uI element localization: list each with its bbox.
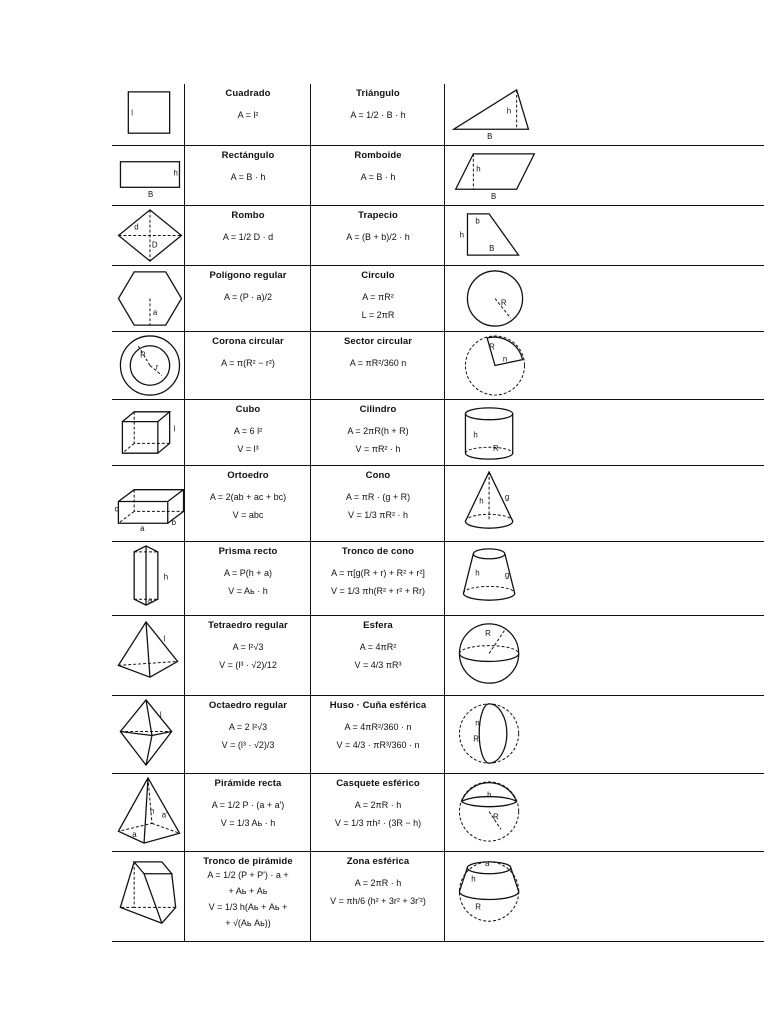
formula-line: A = 1/2 (P + P') · a + (207, 870, 289, 880)
shape-drawing (445, 616, 545, 695)
shape-drawing (445, 400, 545, 465)
left-figure (112, 852, 184, 941)
right-formula-cell (310, 146, 445, 205)
formula-line: A = π[g(R + r) + R² + r²] (331, 568, 425, 578)
right-formula-cell (310, 696, 445, 773)
formula-line: A = (P · a)/2 (223, 292, 273, 302)
right-figure (444, 616, 545, 695)
formula-line: A = B · h (360, 172, 396, 182)
shape-drawing (112, 84, 184, 145)
left-formula-cell (184, 616, 311, 695)
svg-text:R: R (500, 298, 507, 308)
left-figure (112, 542, 184, 615)
formula-line: A = 6 l² (233, 426, 263, 436)
shape-drawing (112, 146, 184, 205)
formula-line: A = (B + b)/2 · h (346, 232, 410, 242)
right-formula-cell (310, 616, 445, 695)
shape-title: Esfera (363, 620, 393, 631)
formula-sheet (112, 84, 764, 942)
formula-line: A = 2πR(h + R) (347, 426, 409, 436)
left-formula-cell (184, 774, 311, 851)
formula-line: V = (l³ · √2)/12 (219, 660, 277, 670)
left-formula-cell (184, 400, 311, 465)
svg-text:B: B (148, 190, 154, 200)
formula-line: A = 4πR²/360 · n (344, 722, 412, 732)
formula-line: V = 1/3 πh² · (3R − h) (334, 818, 422, 828)
shape-drawing (445, 146, 545, 205)
svg-text:r: r (155, 362, 159, 372)
shape-drawing (445, 466, 545, 541)
svg-text:R: R (489, 342, 495, 352)
shape-title: Tetraedro regular (208, 620, 288, 631)
formula-line: V = 1/3 πR² · h (348, 510, 408, 520)
formula-line: V = 1/3 πh(R² + r² + Rr) (331, 586, 425, 596)
right-formula-cell (310, 852, 445, 941)
svg-text:h: h (163, 572, 169, 582)
formula-line: A = P(h + a) (223, 568, 273, 578)
formula-row (112, 332, 764, 400)
formula-row (112, 146, 764, 206)
formula-row (112, 774, 764, 852)
left-figure (112, 266, 184, 331)
formula-line: A = l²√3 (232, 642, 264, 652)
formula-line: V = 4/3 πR³ (354, 660, 402, 670)
formula-line: V = Aь · h (228, 586, 268, 596)
formula-line: L = 2πR (361, 310, 395, 320)
shape-title: Triángulo (356, 88, 400, 99)
shape-title: Cuadrado (225, 88, 271, 99)
formula-line: A = 2 l²√3 (228, 722, 268, 732)
shape-title: Casquete esférico (336, 778, 420, 789)
formula-line: V = 1/3 Aь · h (220, 818, 276, 828)
svg-text:B: B (491, 192, 497, 202)
right-figure (444, 696, 545, 773)
svg-text:h: h (471, 874, 476, 884)
shape-title: Cubo (235, 404, 261, 415)
right-figure (444, 266, 545, 331)
svg-text:l: l (173, 424, 176, 434)
right-formula-cell (310, 400, 445, 465)
fig-label: l (131, 108, 134, 118)
formula-line: A = B · h (230, 172, 266, 182)
shape-drawing (112, 266, 184, 331)
svg-text:h: h (149, 806, 155, 816)
shape-title: Cono (365, 470, 391, 481)
formula-line: A = πR²/360 n (349, 358, 407, 368)
shape-drawing (445, 542, 545, 615)
svg-text:n: n (475, 718, 480, 728)
formula-row (112, 206, 764, 266)
formula-line: A = 2πR · h (354, 878, 402, 888)
svg-text:a: a (152, 308, 158, 318)
shape-drawing (445, 266, 545, 331)
shape-drawing (445, 332, 545, 399)
formula-row (112, 852, 764, 942)
svg-text:h: h (506, 106, 512, 116)
shape-title: Circulo (361, 270, 395, 281)
left-figure (112, 332, 184, 399)
left-formula-cell (184, 206, 311, 265)
formula-row (112, 616, 764, 696)
shape-title: Rectángulo (221, 150, 275, 161)
svg-text:g: g (504, 570, 510, 580)
svg-text:R: R (140, 350, 146, 360)
svg-text:h: h (479, 496, 484, 506)
formula-line: A = 2(ab + ac + bc) (209, 492, 287, 502)
shape-drawing (445, 84, 545, 145)
svg-text:R: R (485, 628, 491, 638)
shape-drawing (445, 696, 545, 773)
svg-text:h: h (459, 230, 464, 240)
left-formula-cell (184, 146, 311, 205)
formula-row (112, 400, 764, 466)
left-figure (112, 696, 184, 773)
svg-text:h: h (173, 168, 178, 178)
shape-title: Pirámide recta (214, 778, 282, 789)
svg-text:g: g (504, 492, 510, 502)
formula-line: A = πR · (g + R) (345, 492, 411, 502)
svg-text:a: a (485, 858, 490, 868)
shape-drawing (112, 852, 184, 941)
left-figure (112, 206, 184, 265)
shape-title: Prisma recto (218, 546, 278, 557)
formula-line: + √(Aь Aь)) (225, 918, 271, 928)
right-figure (444, 542, 545, 615)
svg-text:D: D (151, 240, 158, 250)
shape-title: Sector circular (343, 336, 413, 347)
formula-line: A = 1/2 P · (a + a') (211, 800, 285, 810)
left-figure (112, 146, 184, 205)
svg-text:h: h (476, 164, 481, 174)
formula-line: V = 1/3 h(Aь + Aь + (208, 902, 288, 912)
left-figure (112, 400, 184, 465)
svg-text:B: B (489, 244, 495, 254)
right-figure (444, 332, 545, 399)
left-formula-cell (184, 84, 311, 145)
formula-line: A = 1/2 · B · h (350, 110, 406, 120)
right-figure (444, 774, 545, 851)
formula-row (112, 466, 764, 542)
shape-title: Tronco de cono (341, 546, 415, 557)
svg-text:a: a (132, 830, 137, 840)
left-figure (112, 616, 184, 695)
svg-text:a: a (140, 524, 145, 534)
shape-drawing (112, 616, 184, 695)
left-formula-cell (184, 852, 311, 941)
right-formula-cell (310, 206, 445, 265)
formula-line: A = π(R² − r²) (221, 358, 275, 368)
left-formula-cell (184, 466, 311, 541)
shape-title: Polígono regular (209, 270, 287, 281)
svg-text:b: b (475, 216, 480, 226)
svg-text:a': a' (161, 810, 168, 820)
formula-row (112, 696, 764, 774)
svg-text:d: d (134, 222, 139, 232)
right-figure (444, 206, 545, 265)
right-figure (444, 466, 545, 541)
shape-drawing (112, 774, 184, 851)
formula-line: V = abc (232, 510, 264, 520)
svg-text:n: n (502, 354, 508, 364)
right-formula-cell (310, 266, 445, 331)
formula-row (112, 84, 764, 146)
shape-drawing (112, 466, 184, 541)
svg-text:R: R (475, 902, 481, 912)
left-formula-cell (184, 332, 311, 399)
right-formula-cell (310, 84, 445, 145)
svg-text:R: R (473, 734, 479, 744)
left-figure (112, 84, 184, 145)
shape-drawing (445, 852, 545, 941)
shape-drawing (112, 542, 184, 615)
right-formula-cell (310, 466, 445, 541)
svg-text:l: l (159, 710, 162, 720)
shape-title: Cilindro (359, 404, 397, 415)
formula-line: A = πR² (362, 292, 394, 302)
shape-drawing (112, 332, 184, 399)
shape-title: Octaedro regular (208, 700, 288, 711)
shape-drawing (112, 206, 184, 265)
right-formula-cell (310, 774, 445, 851)
shape-title: Corona circular (212, 336, 284, 347)
svg-text:b: b (171, 518, 177, 528)
formula-line: V = 4/3 · πR³/360 · n (336, 740, 420, 750)
svg-text:h: h (475, 568, 480, 578)
svg-text:R: R (493, 444, 499, 454)
svg-text:R: R (493, 812, 499, 822)
svg-text:B: B (487, 132, 493, 142)
shape-title: Huso · Cuña esférica (329, 700, 427, 711)
shape-drawing (445, 206, 545, 265)
svg-text:h: h (487, 790, 492, 800)
left-figure (112, 774, 184, 851)
svg-text:a: a (148, 596, 153, 606)
right-figure (444, 146, 545, 205)
formula-line: V = l³ (237, 444, 259, 454)
formula-line: A = 4πR² (359, 642, 397, 652)
shape-title: Trapecio (358, 210, 398, 221)
left-formula-cell (184, 266, 311, 331)
formula-line: + Aь + Aь (228, 886, 268, 896)
right-figure (444, 852, 545, 941)
formula-line: V = (l³ · √2)/3 (221, 740, 275, 750)
right-figure (444, 400, 545, 465)
formula-row (112, 542, 764, 616)
formula-line: V = πh/6 (h² + 3r² + 3r'²) (330, 896, 426, 906)
shape-title: Ortoedro (227, 470, 269, 481)
shape-title: Zona esférica (346, 856, 410, 867)
shape-drawing (445, 774, 545, 851)
formula-line: A = 1/2 D · d (222, 232, 274, 242)
formula-line: A = 2πR · h (354, 800, 402, 810)
left-figure (112, 466, 184, 541)
shape-title: Romboide (354, 150, 402, 161)
svg-text:l: l (163, 634, 166, 644)
right-figure (444, 84, 545, 145)
left-formula-cell (184, 542, 311, 615)
left-formula-cell (184, 696, 311, 773)
shape-title: Rombo (231, 210, 265, 221)
formula-line: A = l² (237, 110, 259, 120)
formula-row (112, 266, 764, 332)
formula-line: V = πR² · h (355, 444, 401, 454)
shape-title: Tronco de pirámide (203, 856, 293, 867)
right-formula-cell (310, 332, 445, 399)
shape-drawing (112, 400, 184, 465)
svg-text:h: h (473, 430, 478, 440)
svg-text:c: c (114, 504, 119, 514)
shape-drawing (112, 696, 184, 773)
right-formula-cell (310, 542, 445, 615)
